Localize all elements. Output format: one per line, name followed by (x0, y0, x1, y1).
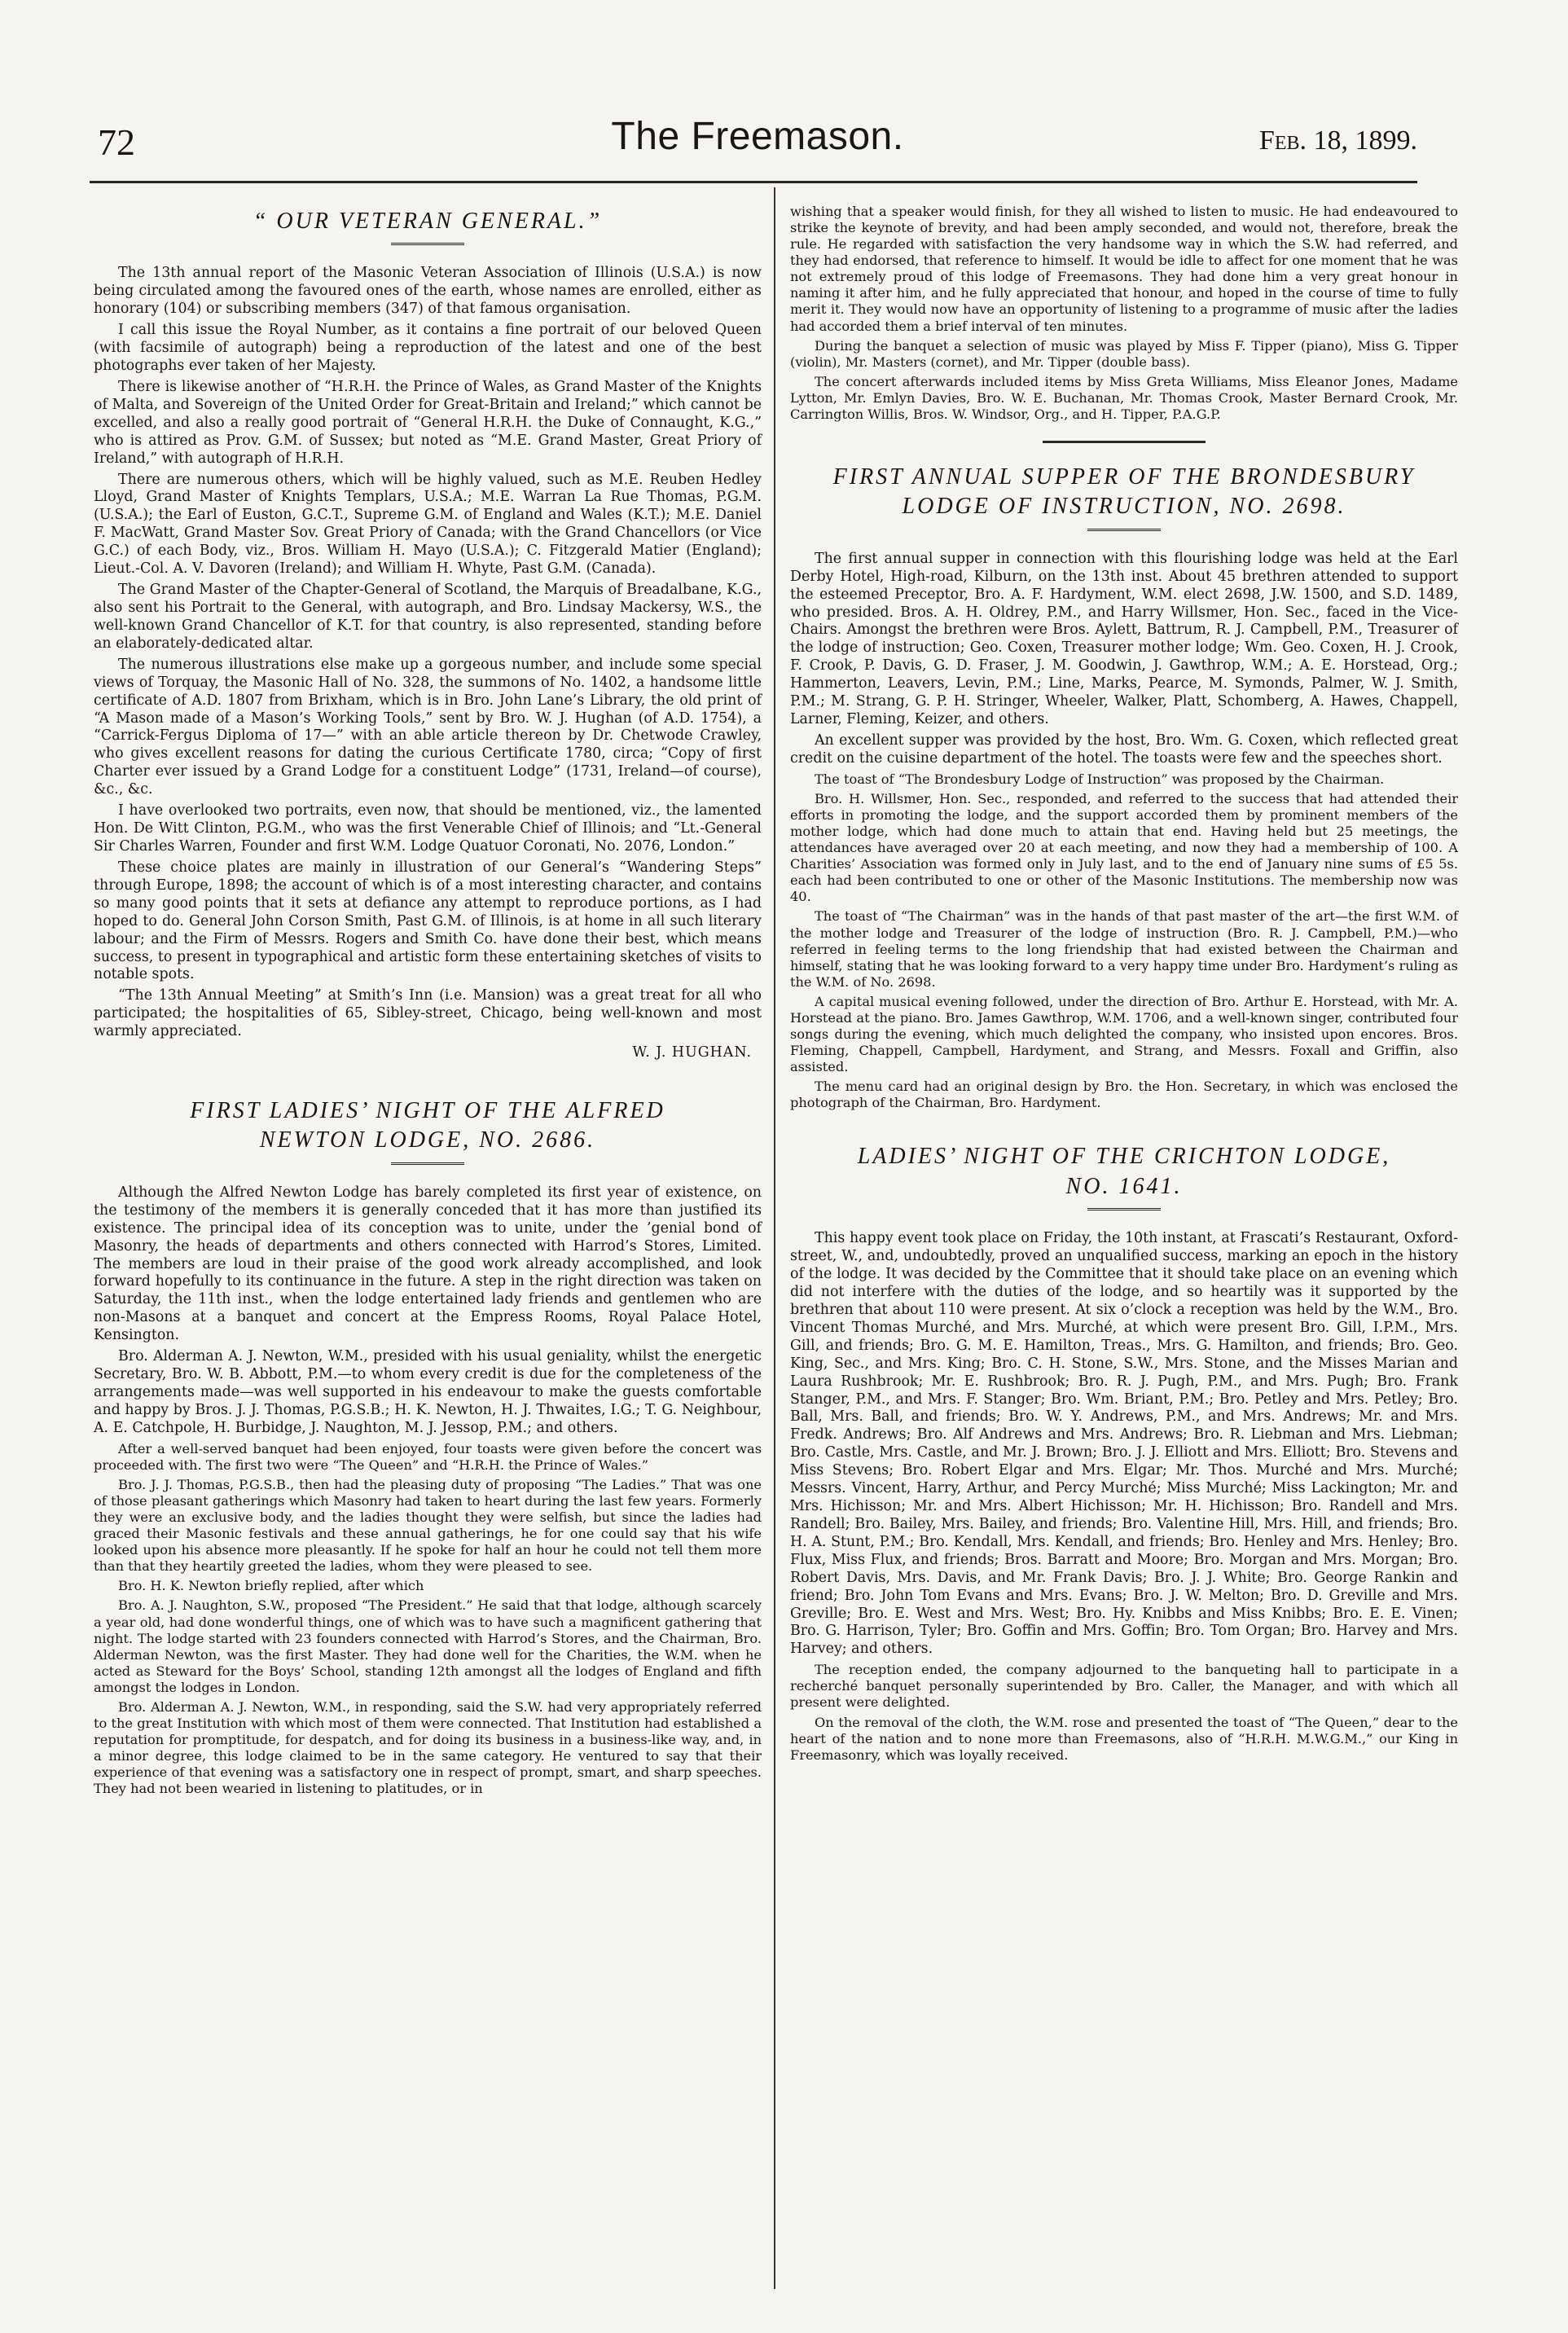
paragraph: An excellent supper was provided by the host, Bro. Wm. G. Coxen, which reflected great credit on the cuisine department of the hotel. The toasts were few and the speeches short. (790, 732, 1458, 767)
paragraph: The menu card had an original design by Bro. the Hon. Secretary, in which was enclosed the photograph of the Chairman, Bro. Hardyment. (790, 1079, 1458, 1111)
paragraph: Bro. J. J. Thomas, P.G.S.B., then had the pleasing duty of proposing “The Ladies.” That was one of those pleasant gatherings which Masonry had taken to heart during the last few years. Formerly they were an exclusive body, and the ladies thought they were selfish, but since the ladies had graced their Masonic festivals and these annual gatherings, he for one could say that his wife looked upon his absence more pleasantly. If he spoke for half an hour he could not tell them more than that they heartily greeted the ladies, whom they were pleased to see. (94, 1476, 762, 1575)
article-title: LADIES’ NIGHT OF THE CRICHTON LODGE, NO. 1641. (857, 1144, 1391, 1199)
paragraph: The reception ended, the company adjourned to the banqueting hall to participate in a recherché banquet personally superintended by Bro. Caller, the Manager, and with which all present were delighted. (790, 1662, 1458, 1711)
article-our-veteran-general (94, 207, 762, 1062)
paragraph: Bro. H. Willsmer, Hon. Sec., responded, and referred to the success that had attended their efforts in promoting the lodge, and the support accorded them by prominent members of the mother lodge, which had done much to attain that end. Having held but 25 meetings, the attendances have averaged over 20 at each meeting, and now they had a membership of 100. A Charities’ Association was formed only in July last, and to the end of January nine sums of £5 5s. each had been contributed to one or other of the Masonic Institutions. The membership now was 40. (790, 790, 1458, 905)
title-rule (1087, 529, 1161, 533)
paragraph: Bro. Alderman A. J. Newton, W.M., in responding, said the S.W. had very appropriately referred to the great Institution with which most of them were connected. That Institution had established a reputation for promptitude, for despatch, and for doing its business in a business-like way, and, in a minor degree, this lodge claimed to be in the same category. He ventured to say that their experience of that evening was a satisfactory one in respect of prompt, smart, and sharp speeches. They had not been wearied in listening to platitudes, or in (94, 1698, 762, 1797)
paragraph: The toast of “The Brondesbury Lodge of Instruction” was proposed by the Chairman. (815, 771, 1385, 787)
paragraph: Bro. A. J. Naughton, S.W., proposed “The President.” He said that that lodge, although scarcely a year old, had done wonderful things, one of which was to have such a magnificent gathering that night. The lodge started with 23 founders connected with Harrod’s Stores, and the Chairman, Bro. Alderman Newton, was the first Master. They had done well for the Charities, the W.M. when he acted as Steward for the Boys’ School, standing 12th amongst all the lodges of England and fifth amongst the lodges in London. (94, 1597, 762, 1695)
paragraph: The numerous illustrations else make up a gorgeous number, and include some special views of Torquay, the Masonic Hall of No. 328, the summons of No. 1402, a handsome little certificate of A.D. 1807 from Brixham, which is in Bro. John Lane’s Library, the old print of “A Mason made of a Mason’s Working Tools,” sent by Bro. W. J. Hughan (of A.D. 1754), a “Carrick-Fergus Diploma of 17—” with an able article thereon by Dr. Chetwode Crawley, who gives excellent reasons for dating the curious Certificate 1780, circa; “Copy of first Charter ever issued by a Grand Lodge for a constituent Lodge” (1731, Ireland—of course), &c., &c. (94, 656, 762, 798)
paragraph: There is likewise another of “H.R.H. the Prince of Wales, as Grand Master of the Knights of Malta, and Sovereign of the United Order for Great-Britain and Ireland;” which cannot be excelled, and also a really good portrait of “General H.R.H. the Duke of Connaught, K.G.,” who is attired as Prov. G.M. of Sussex; but noted as “M.E. Grand Master, Great Priory of Ireland,” with autograph of H.R.H. (94, 378, 762, 467)
article-crichton-lodge (790, 1142, 1458, 1763)
page-number: 72 (98, 121, 135, 163)
article-title: “ OUR VETERAN GENERAL.” (253, 209, 603, 234)
paragraph: The first annual supper in connection with this flourishing lodge was held at the Earl Derby Hotel, High-road, Kilburn, on the 13th inst. About 45 brethren attended to support the esteemed Preceptor, Bro. A. F. Hardyment, W.M. elect 2698, J.W. 1500, and S.D. 1489, who presided. Bros. A. H. Oldrey, P.M., and Harry Willsmer, Hon. Sec., faced in the Vice-Chairs. Amongst the brethren were Bros. Aylett, Battrum, R. J. Campbell, P.M., Treasurer of the lodge of instruction; Geo. Coxen, Treasurer mother lodge; Wm. Geo. Coxen, H. J. Crook, F. Crook, P. Davis, G. D. Fraser, J. M. Goodwin, J. Gawthrop, W.M.; A. E. Horstead, Org.; Hammerton, Leavers, Levin, P.M.; Line, Marks, Pearce, M. Symonds, Palmer, W. J. Smith, P.M.; M. Strang, G. P. H. Stringer, Wheeler, Walker, Platt, Schomberg, A. Hawes, Chappell, Larner, Fleming, Keizer, and others. (790, 550, 1458, 728)
title-rule (391, 1162, 464, 1166)
paragraph: Bro. H. K. Newton briefly replied, after which (118, 1578, 424, 1594)
title-rule (1087, 1208, 1161, 1212)
paragraph: Bro. Alderman A. J. Newton, W.M., presided with his usual geniality, whilst the energetic Secretary, Bro. W. B. Abbott, P.M.—to whom every credit is due for the completeness of the arrangements made—was well supported in his endeavour to make the guests comfortable and happy by Bros. J. J. Thomas, P.G.S.B.; H. K. Newton, H. J. Thwaites, I.G.; T. G. Neighbour, A. E. Catchpole, H. Burbidge, J. Naughton, M. J. Jessop, P.M.; and others. (94, 1348, 762, 1436)
paragraph: Although the Alfred Newton Lodge has barely completed its first year of existence, on the testimony of the members it is generally conceded that it has more than justified its existence. The principal idea of its conception was to unite, under the ’genial bond of Masonry, the heads of departments and others connected with Harrod’s Stores, Limited. The members are loud in their praise of the good work already accomplished, and look forward hopefully to its continuance in the future. A step in the right direction was taken on Saturday, the 11th inst., when the lodge entertained lady friends and gentlemen who are non-Masons at a banquet and concert at the Empress Rooms, Royal Palace Hotel, Kensington. (94, 1184, 762, 1344)
paragraph: The concert afterwards included items by Miss Greta Williams, Miss Eleanor Jones, Madame Lytton, Mr. Emlyn Davies, Bro. W. E. Buchanan, Mr. Thomas Crook, Master Bernard Crook, Mr. Carrington Willis, Bros. W. Windsor, Org., and H. Tipper, P.A.G.P. (790, 373, 1458, 422)
paragraph: wishing that a speaker would finish, for they all wished to listen to music. He had endeavoured to strike the keynote of brevity, and had been amply seconded, and would not, therefore, break the rule. He regarded with satisfaction the very handsome way in which the S.W. had referred, and they had endorsed, that reference to himself. It would be idle to affect for one moment that he was not extremely proud of this lodge of Freemasons. They had done him a very great honour in naming it after him, and he fully appreciated that honour, and hoped in the course of time to fully merit it. They would now have an opportunity of listening to a programme of music after the ladies had accorded them a brief interval of ten minutes. (790, 204, 1458, 334)
publication-title: The Freemason. (611, 115, 904, 158)
article-alfred-newton-lodge (94, 1096, 762, 1797)
paragraph: The 13th annual report of the Masonic Veteran Association of Illinois (U.S.A.) is now being circulated among the favoured ones of the earth, whose names are enrolled, either as honorary (104) or subscribing members (347) of that famous organisation. (94, 265, 762, 318)
paragraph: A capital musical evening followed, under the direction of Bro. Arthur E. Horstead, with Mr. A. Horstead at the piano. Bro. James Gawthrop, W.M. 1706, and a well-known singer, contributed four songs during the evening, which much delighted the company, who insisted upon encores. Bros. Fleming, Chappell, Campbell, Hardyment, and Strang, and Messrs. Foxall and Griffin, also assisted. (790, 993, 1458, 1075)
paragraph: I have overlooked two portraits, even now, that should be mentioned, viz., the lamented Hon. De Witt Clinton, P.G.M., who was the first Venerable Chief of Illinois; and “Lt.-General Sir Charles Warren, Founder and first W.M. Lodge Quatuor Coronati, No. 2076, London.” (94, 802, 762, 855)
paragraph: The Grand Master of the Chapter-General of Scotland, the Marquis of Breadalbane, K.G., also sent his Portrait to the General, with autograph, and Bro. Lindsay Mackersy, W.S., the well-known Grand Chancellor of K.T. for that country, is also represented, standing before an elaborately-dedicated altar. (94, 582, 762, 652)
paragraph: During the banquet a selection of music was played by Miss F. Tipper (piano), Miss G. Tipper (violin), Mr. Masters (cornet), and Mr. Tipper (double bass). (790, 337, 1458, 370)
author-signature: W. J. HUGHAN. (632, 1044, 752, 1061)
paragraph: There are numerous others, which will be highly valued, such as M.E. Reuben Hedley Lloyd, Grand Master of Knights Templars, U.S.A.; M.E. Warran La Rue Thomas, P.G.M. (U.S.A.); the Earl of Euston, G.C.T., Supreme G.M. of England and Wales (K.T.); M.E. Daniel F. MacWatt, Grand Master Sov. Great Priory of Canada; with the Grand Chancellors (or Vice G.C.) of each Body, viz., Bros. William H. Mayo (U.S.A.); C. Fitzgerald Matier (England); Lieut.-Col. A. V. Davoren (Ireland); and William H. Whyte, Past G.M. (Canada). (94, 471, 762, 578)
article-title: FIRST LADIES’ NIGHT OF THE ALFRED NEWTON LODGE, NO. 2686. (190, 1098, 665, 1153)
masthead-rule (90, 181, 1417, 183)
paragraph: These choice plates are mainly in illustration of our General’s “Wandering Steps” through Europe, 1898; the account of which is of a most interesting character, and contains so many good points that it sets at defiance any attempt to reproduce portions, as I had hoped to do. General John Corson Smith, Past G.M. of Illinois, is at home in all such literary labour; and the Firm of Messrs. Rogers and Smith Co. have done their best, which means success, to present in typographical and artistic form these entertaining sketches of visits to notable spots. (94, 859, 762, 983)
masthead (98, 114, 1417, 179)
paragraph: This happy event took place on Friday, the 10th instant, at Frascati’s Restaurant, Oxford-street, W., and, undoubtedly, proved an unqualified success, marking an epoch in the history of the lodge. It was decided by the Committee that it should take place on an evening which did not interfere with the duties of the lodge, and so heartily was it supported by the brethren that about 110 were present. At six o’clock a reception was held by the W.M., Bro. Vincent Thomas Murché, and Mrs. Murché, at which were present Bro. Gill, I.P.M., Mrs. Gill, and friends; Bro. G. M. E. Hamilton, Treas., Mrs. G. Hamilton, and friends; Bro. Geo. King, Sec., and Mrs. King; Bro. C. H. Stone, S.W., Mrs. Stone, and the Misses Marian and Laura Rushbrook; Mr. E. Rushbrook; Bro. R. J. Pugh, P.M., and Mrs. Pugh; Bro. Frank Stanger, P.M., and Mrs. F. Stanger; Bro. Wm. Briant, P.M.; Bro. Petley and Mrs. Petley; Bro. Ball, Mrs. Ball, and friends; Bro. W. Y. Andrews, P.M., and Mrs. Andrews; Mr. and Mrs. Fredk. Andrews; Bro. Alf Andrews and Mrs. Andrews; Bro. R. Liebman and Mrs. Liebman; Bro. Castle, Mrs. Castle, and Mr. J. Brown; Bro. J. J. Elliott and Mrs. Elliott; Bro. Stevens and Miss Stevens; Bro. Robert Elgar and Mrs. Elgar; Mr. Thos. Murché and Mrs. Murché; Messrs. Vincent, Harry, Arthur, and Percy Murché; Miss Murché; Miss Lackington; Mr. and Mrs. Hichisson; Mr. and Mrs. Albert Hichisson; Mr. H. Hichisson; Bro. Randell and Mrs. Randell; Bro. Bailey, Mrs. Bailey, and friends; Bro. Valentine Hill, Mrs. Hill, and friends; Bro. H. A. Stunt, P.M.; Bro. Kendall, Mrs. Kendall, and friends; Bro. Henley and Mrs. Henley; Bro. Flux, Miss Flux, and friends; Bros. Barratt and Moore; Bro. Morgan and Mrs. Morgan; Bro. Robert Davis, Mrs. Davis, and Mr. Frank Davis; Bro. J. J. White; Bro. George Rankin and friend; Bro. John Tom Evans and Mrs. Evans; Bro. J. W. Melton; Bro. D. Greville and Mrs. Greville; Bro. E. West and Mrs. West; Bro. Hy. Knibbs and Miss Knibbs; Bro. E. E. Vinen; Bro. G. Harrison, Tyler; Bro. Goffin and Mrs. Goffin; Bro. Tom Organ; Bro. Harvey and Mrs. Harvey; and others. (790, 1230, 1458, 1658)
article-continuation (790, 204, 1458, 423)
paragraph: “The 13th Annual Meeting” at Smith’s Inn (i.e. Mansion) was a great treat for all who participated; the hospitalities of 65, Sibley-street, Chicago, being well-known and most warmly appreciated. (94, 987, 762, 1040)
paragraph: After a well-served banquet had been enjoyed, four toasts were given before the concert was proceeded with. The first two were “The Queen” and “H.R.H. the Prince of Wales.” (94, 1440, 762, 1473)
paragraph: I call this issue the Royal Number, as it contains a fine portrait of our beloved Queen (with facsimile of autograph) being a reproduction of the latest and one of the best photographs ever taken of her Majesty. (94, 322, 762, 374)
left-column (94, 204, 762, 1800)
paragraph: The toast of “The Chairman” was in the hands of that past master of the art—the first W.M. of the mother lodge and Treasurer of the lodge of instruction (Bro. R. J. Campbell, P.M.)—who referred in feeling terms to the long friendship that had existed between the Chairman and himself, stating that he was looking forward to a very happy time under Bro. Hardyment’s ruling as the W.M. of No. 2698. (790, 908, 1458, 990)
article-brondesbury-supper (790, 463, 1458, 1111)
paragraph: On the removal of the cloth, the W.M. rose and presented the toast of “The Queen,” dear to the heart of the nation and to none more than Freemasons, also of “H.R.H. M.W.G.M.,” our King in Freemasonry, which was loyally received. (790, 1714, 1458, 1763)
right-column (790, 204, 1458, 1767)
article-title: FIRST ANNUAL SUPPER OF THE BRONDESBURY LODGE OF INSTRUCTION, NO. 2698. (832, 464, 1416, 520)
column-divider (774, 187, 775, 2289)
issue-date: Feb. 18, 1899. (1258, 125, 1417, 156)
section-rule (1043, 441, 1206, 445)
title-rule (391, 243, 464, 247)
